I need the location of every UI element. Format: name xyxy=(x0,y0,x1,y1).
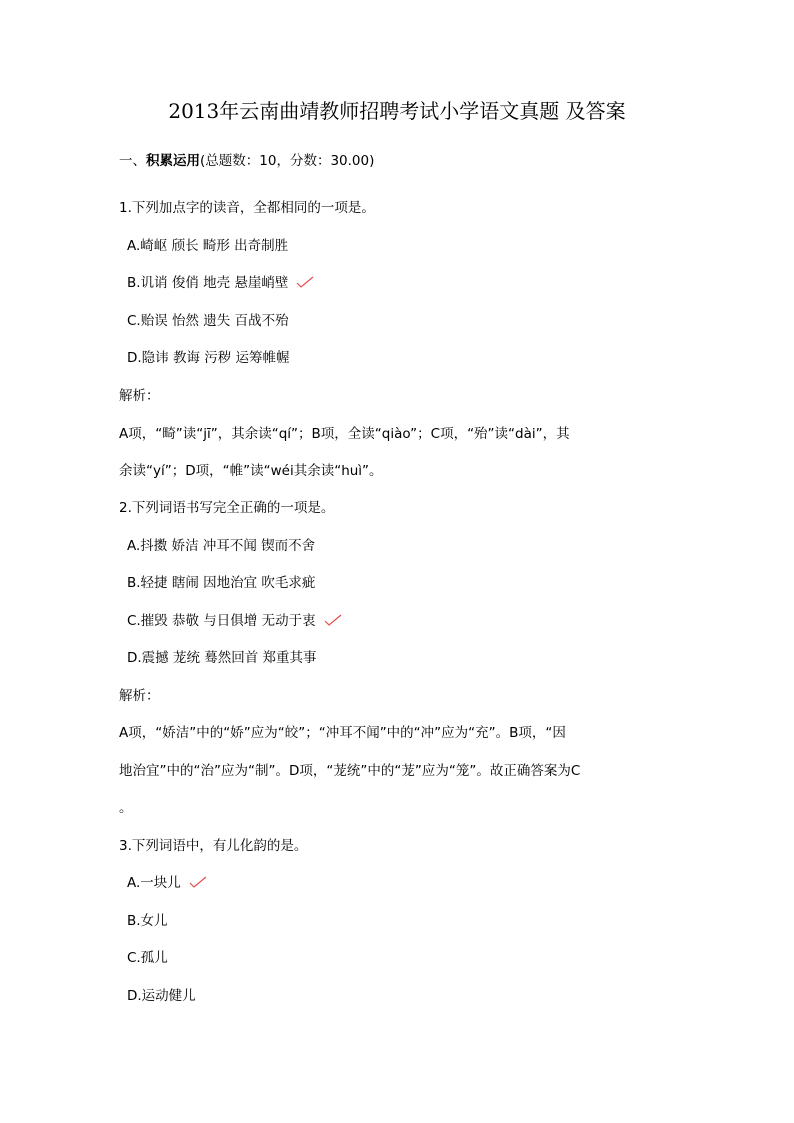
question-1-analysis-line-2: 余读“yí”；D项，“帷”读“wéi其余读“huì”。 xyxy=(119,463,383,479)
document-title: 2013年云南曲靖教师招聘考试小学语文真题 及答案 xyxy=(168,99,626,123)
question-3-option-d: D.运动健儿 xyxy=(127,988,196,1004)
question-1-analysis-label: 解析： xyxy=(119,388,160,404)
question-2-option-d: D.震撼 茏统 蓦然回首 郑重其事 xyxy=(127,650,317,666)
correct-check-icon xyxy=(324,614,342,626)
question-2-option-c xyxy=(127,611,342,631)
section-meta: (总题数：10，分数：30.00) xyxy=(200,153,375,169)
question-3-stem: 3.下列词语中，有儿化韵的是。 xyxy=(119,838,308,854)
question-2-analysis-line-3: 。 xyxy=(119,800,133,816)
question-1-option-a: A.崎岖 颀长 畸形 出奇制胜 xyxy=(127,238,289,254)
question-2-analysis-label: 解析： xyxy=(119,688,160,704)
question-3-option-a xyxy=(127,873,207,893)
question-3-option-b: B.女儿 xyxy=(127,913,168,929)
question-2-option-c-label: C.摧毁 恭敬 与日俱增 无动于衷 xyxy=(127,613,316,629)
question-2-analysis-line-1: A项，“娇洁”中的“娇”应为“皎”；“冲耳不闻”中的“冲”应为“充”。B项，“因 xyxy=(119,725,566,741)
question-1-option-b-label: B.讥诮 俊俏 地壳 悬崖峭壁 xyxy=(127,275,289,291)
question-1-analysis-line-1: A项，“畸”读“jī”，其余读“qí”；B项，全读“qiào”；C项，“殆”读“dài”，其 xyxy=(119,426,570,442)
question-2-stem: 2.下列词语书写完全正确的一项是。 xyxy=(119,500,335,516)
correct-check-icon xyxy=(189,876,207,888)
question-1-option-c: C.贻误 怡然 遗失 百战不殆 xyxy=(127,313,289,329)
question-1-option-b xyxy=(127,273,314,293)
section-heading xyxy=(119,151,374,171)
question-3-option-c: C.孤儿 xyxy=(127,950,168,966)
section-title: 积累运用 xyxy=(146,153,200,169)
question-1-stem: 1.下列加点字的读音，全都相同的一项是。 xyxy=(119,200,375,216)
correct-check-icon xyxy=(296,276,314,288)
question-2-analysis-line-2: 地治宜”中的“治”应为“制”。D项，“茏统”中的“茏”应为“笼”。故正确答案为C xyxy=(119,763,581,779)
question-2-option-b: B.轻捷 瞎闹 因地治宜 吹毛求疵 xyxy=(127,575,316,591)
section-number: 一、 xyxy=(119,153,146,169)
question-3-option-a-label: A.一块儿 xyxy=(127,875,181,891)
question-1-option-d: D.隐讳 教诲 污秽 运筹帷幄 xyxy=(127,350,290,366)
question-2-option-a: A.抖擞 娇洁 冲耳不闻 锲而不舍 xyxy=(127,538,316,554)
